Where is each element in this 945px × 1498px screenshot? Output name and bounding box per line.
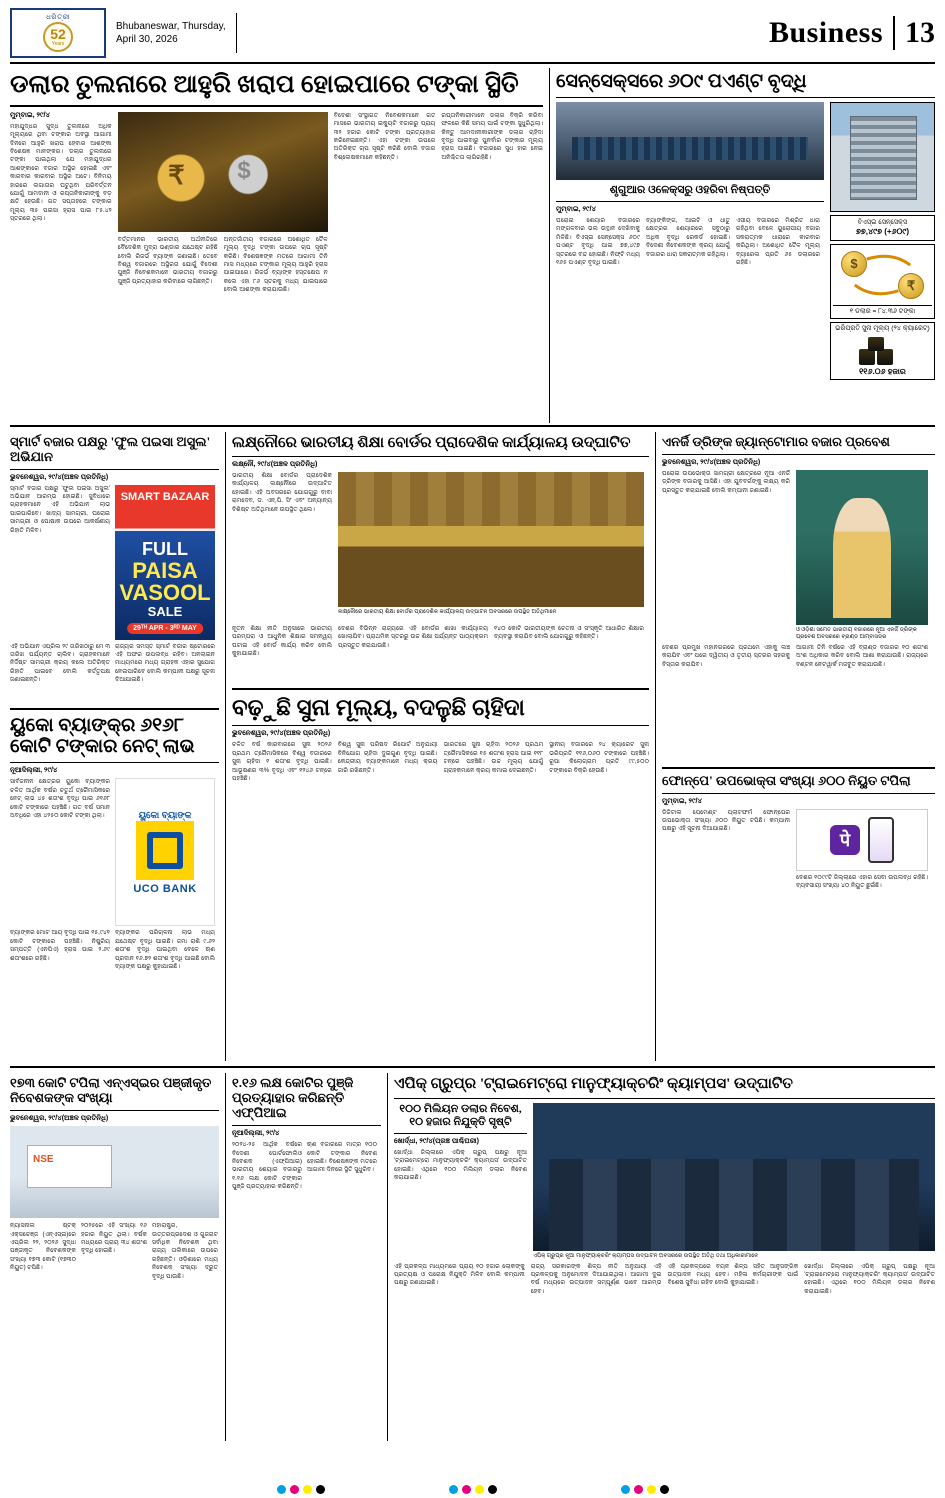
energy-byline: ଭୁବନେଶ୍ୱର, ୨୯/୪(ଅଞ୍ଚଳ ପ୍ରତିନିଧି) xyxy=(662,458,761,466)
smart-bazaar-ad[interactable] xyxy=(115,485,215,640)
phonepe-col-1: ଡିଜିଟାଲ ପେମେଣ୍ଟ ପ୍ଲାଟଫର୍ମ ଫୋନ୍‌ପେର ଉପଭୋକ୍ତା ସଂଖ୍ୟା ୬୦୦ ନିୟୁତ ଟପିଛି। କମ୍ପାନୀ ପକ୍ଷରୁ ଏହି ସୂଚନା ଦିଆଯାଇଛି। xyxy=(662,808,790,833)
smart-bazaar-headline: ସ୍ମାର୍ଟ ବଜାର ପକ୍ଷରୁ 'ଫୁଲ ପଇସା ଅସୁଲ' ଅଭିଯାନ xyxy=(10,433,211,464)
print-registration-ticker xyxy=(0,1485,945,1494)
gold-col-1: ଚଳିତ ବର୍ଷ କାରବାରରେ ସୁନା ୨୦୨୬ ପ୍ରଥମ ତ୍ରୈମାସିକରେ ବିଶ୍ୱ ବଜାରରେ ସୁନା ଚାହିଦା ୧ ଶତାଂଶ ବୃଦ୍ଧି ପାଇଛି। ଆଭୂଷଣର ୩% ବୃଦ୍ଧି ଏବଂ ୧୨୪୬ ଟନ୍‌ରେ ପହଞ୍ଚିଛି। xyxy=(232,741,332,783)
apic-headline: ଏପିକ୍ ଗ୍ରୁପ୍‌ର 'ଟ୍ରାଇମେଟ୍ରୋ ମାନୁଫ୍ୟାକ୍ଚରିଂ କ୍ୟାମ୍ପସ' ଉଦ୍‌ଘାଟିତ xyxy=(394,1076,793,1093)
ticker-dot-cyan xyxy=(277,1485,286,1494)
apic-col-3: ରାଜ୍ୟ ସରକାରଙ୍କ ଶିଳ୍ପ ନୀତି ଅନୁଯାୟୀ ଏହି ପ୍ରକଳ୍ପକୁ ଅନୁମୋଦନ ଦିଆଯାଇଥିଲା। ଆଗାମୀ ଦୁଇ ବର୍ଷ ମଧ୍ୟରେ ଉତ୍ପାଦନ ସମ୍ପୂର୍ଣ୍ଣ ଭାବେ ଆରମ୍ଭ ହେବ। xyxy=(530,1262,662,1295)
lucknow-caption: ଲକ୍ଷ୍ନୌରେ ଭାରତୀୟ ଶିକ୍ଷା ବୋର୍ଡର ପ୍ରାଦେଶିକ କାର୍ଯ୍ୟାଳୟ ଉଦ୍‌ଘାଟନ ଅବସରରେ ଉପସ୍ଥିତ ଅତିଥିମାନେ xyxy=(338,609,557,615)
gold-bars-graphic xyxy=(833,333,932,367)
uco-logo-top: ୟୁକୋ ବ୍ୟାଙ୍କ xyxy=(138,809,192,820)
lead-col-4: ବିଦେଶୀ ସଂସ୍ଥାଗତ ନିବେଶକମାନେ ଗତ ମାସରେ ଭାରତୀୟ ଇକ୍ୟୁଟି ବଜାରରୁ ପ୍ରାୟ ୩୨ ହଜାର କୋଟି ଟଙ୍କା ପ୍ରତ୍ୟାହାର କରିନେଇଛନ୍ତି। ଏହା ଟଙ୍କା ଉପରେ ଅତିରିକ୍ତ ଚାପ ସୃଷ୍ଟି କରିଛି ବୋଲି ବଜାର ବିଶ୍ଲେଷକମାନେ କହିଛନ୍ତି। xyxy=(333,111,436,161)
gold-headline: ବଢ଼ୁଛି ସୁନା ମୂଲ୍ୟ, ବଦଳୁଛି ଚାହିଦା xyxy=(232,695,525,720)
ticker-dot-cyan xyxy=(621,1485,630,1494)
ticker-dot-yellow xyxy=(475,1485,484,1494)
sensex-col-1: ଘରୋଇ ଶେୟାର ବଜାରରେ ମଙ୍ଗଳବାର ଭଲ ଉତ୍ଥାନ ଦେଖିବାକୁ ମିଳିଛି। ବିଏସ୍‌ଇ ସେନ୍‌ସେକ୍ସ ୬୦୯ ପଏଣ୍ଟ ବୃଦ୍ଧି ପାଇ ୭୭,୪୯୭ ସ୍ତରରେ ବନ୍ଦ ହୋଇଛି। ନିଫ୍ଟି ମଧ୍ୟ ୧୬୫ ପଏଣ୍ଟ ବୃଦ୍ଧି ପାଇଛି। xyxy=(556,217,640,267)
lead-col-5: ରପ୍ତାନିକାରୀମାନେ ଡଲାର ବିକ୍ରି କରିବା ଫଳରେ କିଛି ସମୟ ପାଇଁ ଟଙ୍କା ସୁଧୁରିଥିଲା। କିନ୍ତୁ ଆମଦାନୀକାରୀଙ୍କ ଡଲାର ଚାହିଦା ବୃଦ୍ଧି ପାଇବାରୁ ପୁନର୍ବାର ଟଙ୍କାର ମୂଲ୍ୟ ହ୍ରାସ ପାଇଛି। ବଜାରରେ ସୁଧ ହାର ନେଇ ଅନିଶ୍ଚିତତା ଲାଗିରହିଛି। xyxy=(441,111,544,161)
gold-byline: ଭୁବନେଶ୍ୱର, ୨୯/୪(ଅଞ୍ଚଳ ପ୍ରତିନିଧି) xyxy=(232,730,331,738)
nse-col-3: ମହାରାଷ୍ଟ୍ର, ଉତ୍ତରପ୍ରଦେଶ ଓ ଗୁଜରାଟ ସର୍ବାଧିକ ନିବେଶକ ଥିବା ରାଜ୍ୟ ତାଲିକାରେ ଉପରେ ରହିଛନ୍ତି। ଓଡ଼ିଶାରେ ମଧ୍ୟ ନିବେଶକ ସଂଖ୍ୟା ଦ୍ରୁତ ବୃଦ୍ଧି ପାଉଛି। xyxy=(152,1222,218,1280)
uco-col-3: ବ୍ୟାଙ୍କର ପରିଚାଳନା ଲାଭ ମଧ୍ୟ ଯଥେଷ୍ଟ ବୃଦ୍ଧି ପାଇଛି। ଜମା ରାଶି ୯.୬୨ ଶତାଂଶ ବୃଦ୍ଧି ପାଇଥିବା ବେଳେ ଋଣ ପ୍ରଦାନ ୧୬.୭୨ ଶତାଂଶ ବୃଦ୍ଧି ପାଇଛି ବୋଲି ବ୍ୟାଙ୍କ ପକ୍ଷରୁ କୁହାଯାଇଛି। xyxy=(115,929,215,970)
fpi-col-2: ଋଣ ବଜାରରେ ମାତ୍ର ୧୦୦ କୋଟି ଟଙ୍କାର ନିବେଶ ହୋଇଛି। ବିଶେଷଜ୍ଞଙ୍କ ମତରେ ଆଗାମୀ ଦିନରେ ସ୍ଥିତି ସୁଧୁରିବ। xyxy=(307,1141,377,1174)
sensex-col-2: ବ୍ୟାଙ୍କିଙ୍ଗ, ଆଇଟି ଓ ଧାତୁ କ୍ଷେତ୍ରର ଶେୟାରରେ ସବୁଠାରୁ ଅଧିକ ବୃଦ୍ଧି ରେକର୍ଡ ହୋଇଛି। ବିଦେଶୀ ନିବେଶକଙ୍କ କ୍ରୟ ଯୋଗୁଁ ବଜାରର ଧାରା ସକରାତ୍ମକ ରହିଥିଲା। xyxy=(646,217,730,258)
sensex-byline: ମୁମ୍ବାଇ, ୨୯/୪ xyxy=(556,206,596,214)
section-title: Business xyxy=(768,15,883,49)
lead-col-3: ଅନ୍ତର୍ଜାତୀୟ ବଜାରରେ ଅଶୋଧିତ ତୈଳ ମୂଲ୍ୟ ବୃଦ୍ଧି ଟଙ୍କା ଉପରେ ଚାପ ସୃଷ୍ଟି କରିଛି। ବିଶେଷଜ୍ଞଙ୍କ ମତରେ ଆଗାମୀ ତିନି ମାସ ମଧ୍ୟରେ ଟଙ୍କାର ମୂଲ୍ୟ ଆହୁରି ହ୍ରାସ ପାଇପାରେ। ରିଜର୍ଭ ବ୍ୟାଙ୍କ ହସ୍ତକ୍ଷେପ ନ କଲେ ଏହା ୮୬ ସ୍ତରକୁ ମଧ୍ୟ ଯାଇପାରେ ବୋଲି ଆଶଙ୍କା କରାଯାଉଛି। xyxy=(223,235,328,294)
smart-bazaar-byline: ଭୁବନେଶ୍ୱର, ୨୯/୪(ଅଞ୍ଚଳ ପ୍ରତିନିଧି) xyxy=(10,473,109,481)
apic-col-1: ଖୋର୍ଦ୍ଧା ଜିଲ୍ଲାରେ ଏପିକ୍ ଗ୍ରୁପ୍ ପକ୍ଷରୁ ନୂଆ 'ଟ୍ରାଇମେଟ୍ରୋ ମାନୁଫ୍ୟାକ୍ଚରିଂ କ୍ୟାମ୍ପସ' ଉଦ୍‌ଘାଟିତ ହୋଇଛି। ଏଥିରେ ୧୦୦ ମିଲିୟନ ଡଲାର ନିବେଶ କରାଯାଇଛି। xyxy=(394,1148,527,1182)
lead-headline: ଡଲାର ତୁଲନାରେ ଆହୁରି ଖରାପ ହୋଇପାରେ ଟଙ୍କା ସ୍ଥିତି xyxy=(10,71,519,98)
apic-byline: ଖୋର୍ଦ୍ଧା, ୨୯/୪(ପ୍ରଞ୍ଚ ପାଶ୍ଚିଘରୀ) xyxy=(394,1137,479,1145)
energy-story xyxy=(662,435,935,762)
smart-bazaar-col-1: ସ୍ମାର୍ଟ ବଜାର ପକ୍ଷରୁ 'ଫୁଲ ପଇସା ଅସୁଲ' ଅଭିଯାନ ଆରମ୍ଭ ହୋଇଛି। ସୁବିଧାରେ ଗ୍ରାହକମାନେ ଏହି ଅଭିଯାନ ଲାଭ ପାଇପାରିବେ। ଖାଦ୍ୟ ସାମଗ୍ରୀ, ଘରୋଇ ସାମଗ୍ରୀ ଓ ପୋଷାକ ଉପରେ ଆକର୍ଷଣୀୟ ରିହାତି ମିଳିବ। xyxy=(10,484,110,534)
ad-brand: SMART BAZAAR xyxy=(120,490,210,503)
smart-bazaar-story xyxy=(10,435,219,703)
nse-story xyxy=(10,1073,226,1441)
fpi-story xyxy=(226,1073,388,1441)
ticker-dot-magenta xyxy=(462,1485,471,1494)
page-number: 13 xyxy=(893,16,935,50)
phonepe-col-2: ଦେଶର ୧୦୯୯ଟି ଜିଲ୍ଲାରେ ଏହାର ସେବା ଉପଲବ୍ଧ ରହିଛି। ବ୍ୟବସାୟୀ ସଂଖ୍ୟା ୪୦ ନିୟୁତ ଛୁଇଁଛି। xyxy=(796,873,928,890)
brand-ambassador-photo xyxy=(796,470,928,625)
lead-col-2: ବର୍ତ୍ତମାନର ଭାରତୀୟ ଅର୍ଥନୀତିରେ ବୈଦେଶିକ ମୁଦ୍ରା ଭଣ୍ଡାର ଯଥେଷ୍ଟ ରହିଛି ବୋଲି ରିଜର୍ଭ ବ୍ୟାଙ୍କ ଜଣାଇଛି। ତେବେ ବିଶ୍ୱ ବଜାରରେ ଅସ୍ଥିରତା ଯୋଗୁଁ ବିଦେଶୀ ପୁଞ୍ଜି ନିବେଶକମାନେ ଭାରତୀୟ ବଜାରରୁ ପୁଞ୍ଜି ପ୍ରତ୍ୟାହାର କରିବାରେ ଲାଗିଛନ୍ତି। xyxy=(117,235,218,285)
energy-col-1: ଘରୋଇ ଉପଭୋକ୍ତା ସାମଗ୍ରୀ କ୍ଷେତ୍ରରେ ନୂଆ ଏନର୍ଜି ଡ୍ରିଙ୍କ ବଜାରକୁ ଆସିଛି। ଏହା ଯୁବବର୍ଗଙ୍କୁ ଲକ୍ଷ୍ୟ କରି ପ୍ରସ୍ତୁତ କରାଯାଇଛି ବୋଲି କମ୍ପାନୀ ଜଣାଇଛି। xyxy=(662,469,790,494)
ticker-dot-magenta xyxy=(290,1485,299,1494)
phonepe-logo-photo xyxy=(796,809,928,871)
dateline xyxy=(116,13,237,53)
group-photo xyxy=(533,1103,935,1251)
dateline-place: Bhubaneswar, Thursday, xyxy=(116,20,226,32)
ticker-group-center xyxy=(449,1485,497,1494)
dateline-date: April 30, 2026 xyxy=(116,33,178,45)
gold-label: ଭରିପ୍ରତି ସୁନା ମୂଲ୍ୟ (୨୪ କ୍ୟାରେଟ୍) xyxy=(835,324,930,332)
phonepe-icon: पे xyxy=(830,825,860,855)
ad-dates: 29ᵀᴴ APR - 3ᴿᴰ MAY xyxy=(127,623,203,634)
anniversary-years: Years xyxy=(51,40,65,47)
nse-building-photo xyxy=(10,1126,219,1218)
ticker-group-left xyxy=(277,1485,325,1494)
coins-photo xyxy=(118,112,328,232)
lead-byline: ମୁମ୍ବାଇ, ୨୯/୪ xyxy=(10,111,50,119)
ticker-group-right xyxy=(621,1485,669,1494)
ticker-dot-black xyxy=(660,1485,669,1494)
uco-bank-logo xyxy=(115,778,215,926)
apic-col-2: ଏହି ପ୍ରକଳ୍ପ ମାଧ୍ୟମରେ ପ୍ରାୟ ୧୦ ହଜାର ଲୋକଙ୍କୁ ପ୍ରତ୍ୟକ୍ଷ ଓ ପରୋକ୍ଷ ନିଯୁକ୍ତି ମିଳିବ ବୋଲି କମ୍ପାନୀ ପକ୍ଷରୁ ଜଣାଯାଇଛି। xyxy=(394,1262,525,1287)
lucknow-story xyxy=(232,435,649,683)
apic-story xyxy=(388,1073,935,1441)
lead-story xyxy=(10,68,550,423)
lucknow-col-2: ନୂତନ ଶିକ୍ଷା ନୀତି ଅନୁସାରେ ଭାରତୀୟ ପରମ୍ପରା ଓ ଆଧୁନିକ ଶିକ୍ଷାର ସମନ୍ୱୟ ଘଟାଇ ଏହି ବୋର୍ଡ କାର୍ଯ୍ୟ କରିବ ବୋଲି କୁହାଯାଇଛି। xyxy=(232,625,332,658)
apic-col-5: ଖୋର୍ଦ୍ଧା ଜିଲ୍ଲାରେ ଏପିକ୍ ଗ୍ରୁପ୍ ପକ୍ଷରୁ ନୂଆ 'ଟ୍ରାଇମେଟ୍ରୋ ମାନୁଫ୍ୟାକ୍ଚରିଂ କ୍ୟାମ୍ପସ' ଉଦ୍‌ଘାଟିତ ହୋଇଛି। ଏଥିରେ ୧୦୦ ମିଲିୟନ ଡଲାର ନିବେଶ କରାଯାଇଛି। xyxy=(804,1262,935,1295)
ad-line2: PAISA VASOOL xyxy=(119,558,211,606)
masthead xyxy=(10,8,935,64)
gold-story xyxy=(232,695,649,1003)
nse-byline: ଭୁବନେଶ୍ୱର, ୨୯/୪(ଅଞ୍ଚଳ ପ୍ରତିନିଧି) xyxy=(10,1115,109,1123)
ticker-dot-black xyxy=(316,1485,325,1494)
publication-logo xyxy=(10,8,106,58)
lucknow-col-3: ଦେଶର ବିଭିନ୍ନ ରାଜ୍ୟରେ ଏହି ବୋର୍ଡର ଶାଖା କାର୍ଯ୍ୟାଳୟ ଖୋଲାଯିବ। ପ୍ରାଥମିକ ସ୍ତରରୁ ଉଚ୍ଚ ଶିକ୍ଷା ପର୍ଯ୍ୟନ୍ତ ପାଠ୍ୟକ୍ରମ ପ୍ରସ୍ତୁତ କରାଯାଉଛି। xyxy=(338,625,488,649)
energy-col-2: ଦେଶର ପ୍ରମୁଖ ମହାନଗରରେ ପ୍ରଥମେ ଏହାକୁ ଲଞ୍ଚ କରାଯିବ ଏବଂ ପରେ ଦ୍ୱିତୀୟ ଓ ତୃତୀୟ ସ୍ତରର ସହରକୁ ବିସ୍ତାର କରାଯିବ। xyxy=(662,643,790,668)
sensex-story xyxy=(550,68,935,423)
ticker-dot-yellow xyxy=(303,1485,312,1494)
nse-headline: ୧୭୩ କୋଟି ଟପିଲା ଏନ୍‌ଏସ୍‌ଇର ପଞ୍ଜୀକୃତ ନିବେଶକଙ୍କ ସଂଖ୍ୟା xyxy=(10,1075,212,1106)
lucknow-headline: ଲକ୍ଷ୍ନୌରେ ଭାରତୀୟ ଶିକ୍ଷା ବୋର୍ଡର ପ୍ରାଦେଶିକ କାର୍ଯ୍ୟାଳୟ ଉଦ୍‌ଘାଟିତ xyxy=(232,434,631,451)
gold-col-2: ବିଶ୍ୱ ସୁନା ପରିଷଦ ରିପୋର୍ଟ ଅନୁଯାୟୀ ବିନିଯୋଗ ଚାହିଦା ଦୁଇଗୁଣ ବୃଦ୍ଧି ପାଇଛି। କେନ୍ଦ୍ରୀୟ ବ୍ୟାଙ୍କମାନେ ମଧ୍ୟ କ୍ରୟ ଜାରି ରଖିଛନ୍ତି। xyxy=(337,741,438,774)
currency-exchange-graphic: $ ₹ xyxy=(833,247,932,303)
ticker-dot-magenta xyxy=(634,1485,643,1494)
gold-col-4: ସ୍ଥାନୀୟ ବଜାରରେ ୨୪ କ୍ୟାରେଟ ସୁନା ଭରିପ୍ରତି ୧୧୬,୦୬୦ ଟଙ୍କାରେ ପହଞ୍ଚିଛି। ରୂପା କିଲୋଗ୍ରାମ ପ୍ରତି ୯୯,୫୦୦ ଟଙ୍କାରେ ବିକ୍ରି ହେଉଛି। xyxy=(549,741,649,774)
trading-floor-photo xyxy=(556,102,824,180)
anniversary-number: 52 xyxy=(50,25,66,42)
fpi-headline: ୧.୧୬ ଲକ୍ଷ କୋଟିର ପୁଞ୍ଜି ପ୍ରତ୍ୟାହାର କରିଛନ୍ତି ଏଫ୍‌ପିଆଇ xyxy=(232,1075,354,1121)
lucknow-col-4: ୧୪୦ କୋଟି ଭାରତୀୟଙ୍କ ଚେତନା ଓ ସଂସ୍କୃତି ଆଧାରିତ ଶିକ୍ଷାର ବ୍ୟବସ୍ଥା କରାଯିବ ବୋଲି ଯୋଗଗୁରୁ କହିଛନ୍ତି। xyxy=(494,625,644,641)
lucknow-byline: ଲକ୍ଷ୍ନୌ, ୨୯/୪(ଅଞ୍ଚଳ ପ୍ରତିନିଧି) xyxy=(232,461,318,468)
phone-device-icon xyxy=(868,817,894,863)
energy-col-3: ଆଗାମୀ ତିନି ବର୍ଷରେ ଏହି ବ୍ରାଣ୍ଡ ବଜାରର ୧୦ ଶତାଂଶ ଅଂଶ ଅଧିକାର କରିବ ବୋଲି ଆଶା କରାଯାଉଛି। ରାଜ୍ୟରେ ବଣ୍ଟନ ନେଟୱାର୍କ ମଜବୁତ କରାଯାଉଛି। xyxy=(796,643,928,668)
ticker-dot-yellow xyxy=(647,1485,656,1494)
phonepe-byline: ମୁମ୍ବାଇ, ୨୯/୪ xyxy=(662,797,702,805)
uco-logo-name: UCO BANK xyxy=(133,882,197,895)
smart-bazaar-col-3: ରାଜ୍ୟର ସମସ୍ତ ସ୍ମାର୍ଟ ବଜାର ଷ୍ଟୋରରେ ଏହି ଅଫର ଉପଲବ୍ଧ ରହିବ। ଅନଲାଇନ ମାଧ୍ୟମରେ ମଧ୍ୟ ଗ୍ରାହକ ଏହାର ସୁଯୋଗ ନେଇପାରିବେ ବୋଲି କମ୍ପାନୀ ପକ୍ଷରୁ ସୂଚନା ଦିଆଯାଇଛି। xyxy=(115,642,215,684)
ticker-dot-cyan xyxy=(449,1485,458,1494)
logo-title: ଧରିତ୍ରୀ xyxy=(46,13,70,21)
nse-col-1: ନ୍ୟାସନାଲ ଷ୍ଟକ୍ ଏକ୍ସଚେଞ୍ଜ (ଏନ୍‌ଏସ୍‌ଇ)ରେ ଏପ୍ରିଲ ୨୨, ୨୦୨୬ ସୁଦ୍ଧା ପଞ୍ଜୀକୃତ ନିବେଶକଙ୍କ ସଂଖ୍ୟା ୧୭୩ କୋଟି (୧୭୩୦ ନିୟୁତ) ଟପିଛି। xyxy=(10,1222,76,1272)
energy-headline: ଏନର୍ଜି ଡ୍ରିଙ୍କ ଜ୍ୟାନ୍‌ଟୋମାର ବଜାର ପ୍ରବେଶ xyxy=(662,433,890,449)
sensex-col-3: ଏସୀୟ ବଜାରରେ ମିଶ୍ରିତ ଧାରା ରହିଥିବା ବେଳେ ୟୁରୋପୀୟ ବଜାର ସକରାତ୍ମକ ଧାରାରେ କାରବାର କରିଥିଲା। ଅଶୋଧିତ ତୈଳ ମୂଲ୍ୟ ବ୍ୟାରେଲ ପ୍ରତି ୬୫ ଡଲାରରେ ରହିଛି। xyxy=(736,217,820,267)
apic-caption: ଏପିକ୍ ଗ୍ରୁପ୍‌ର ନୂଆ ମାନୁଫ୍ୟାକ୍ଚରିଂ କ୍ୟାମ୍ପସ ଉଦ୍‌ଘାଟନ ଅବସରରେ ଉପସ୍ଥିତ ଅତିଥି ତଥା ଅଧିକାରୀମାନେ xyxy=(533,1252,759,1259)
ticker-dot-black xyxy=(488,1485,497,1494)
ad-line3: SALE xyxy=(147,604,183,620)
sensex-subhead: ଶୃଗୁଆର ଓଳେକ୍ସରୁ ଓହରିବା ନିଷ୍ପତ୍ତି xyxy=(609,183,771,196)
lead-col-1: ମହାଯୁଦ୍ଧର ସୁଦ୍ଧ ତୁଲନାରେ ଅଧିକ ମୂଲ୍ୟରେ ଥିବା ଟଙ୍କାର ଅବସ୍ଥା ଆଗାମୀ ଦିନରେ ଆହୁରି ଖରାପ ହେବାର ଆଶଙ୍କା ବିଶେଷଜ୍ଞ ମାନଙ୍କର। ଡଲାର ତୁଲନାରେ ଟଙ୍କା ପାଇଥିଲା ଯେ ମହାଯୁଦ୍ଧର ଆଶଙ୍କାରେ ବଜାର ଅସ୍ଥିର ହୋଇଛି ଏବଂ କାରବାର କାରବାର ଅସ୍ଥିର ଅଟେ। ବିନିମୟ ହାରରେ ଲଗାତାର ଘଟୁଥିବା ପରିବର୍ତ୍ତନ ଯୋଗୁଁ ଆମଦାନୀ ଓ ରପ୍ତାନିକାରୀଙ୍କୁ ବଡ଼ କ୍ଷତି ହେଉଛି। ଗତ ସପ୍ତାହରେ ଟଙ୍କାର ମୂଲ୍ୟ ୩୫ ପଇସା ହ୍ରାସ ପାଇ ୮୫.୪୨ ସ୍ତରରେ ଥିଲା। xyxy=(10,122,112,223)
uco-col-1: ସାର୍ବଜନୀନ କ୍ଷେତ୍ରର ୟୁକୋ ବ୍ୟାଙ୍କର ଚଳିତ ଆର୍ଥିକ ବର୍ଷର ଚତୁର୍ଥ ତ୍ରୈମାସିକରେ ନେଟ୍ ଲାଭ ୪୫ ଶତାଂଶ ବୃଦ୍ଧି ପାଇ ୬୧୬୮ କୋଟି ଟଙ୍କାରେ ପହଞ୍ଚିଛି। ଗତ ବର୍ଷ ସମାନ ଅବଧିରେ ଏହା ୪୨୫୦ କୋଟି ଟଙ୍କା ଥିଲା। xyxy=(10,778,110,819)
apic-subhead: ୧୦୦ ମିଲିୟନ ଡଲାର ନିବେଶ, ୧୦ ହଜାର ନିଯୁକ୍ତି ସୃଷ୍ଟି xyxy=(399,1102,522,1128)
anniversary-badge xyxy=(43,22,73,52)
lucknow-col-1: ଭାରତୀୟ ଶିକ୍ଷା ବୋର୍ଡର ପ୍ରାଦେଶିକ କାର୍ଯ୍ୟାଳୟ ଲକ୍ଷ୍ନୌରେ ଉଦ୍‌ଘାଟିତ ହୋଇଛି। ଏହି ଅବସରରେ ଯୋଗଗୁରୁ ବାବା ରାମଦେବ, ଡ. ଏନ୍‌.ପି. ସିଂ ଏବଂ ଅନ୍ୟାନ୍ୟ ବିଶିଷ୍ଟ ଅତିଥିମାନେ ଉପସ୍ଥିତ ଥିଲେ। xyxy=(232,472,332,513)
fpi-col-1: ୨୦୨୪-୨୫ ଆର୍ଥିକ ବର୍ଷରେ ବିଦେଶୀ ପୋର୍ଟଫୋଲିଓ ନିବେଶକ (ଏଫ୍‌ପିଆଇ) ଭାରତୀୟ ଶେୟାର ବଜାରରୁ ୧.୧୬ ଲକ୍ଷ କୋଟି ଟଙ୍କାର ପୁଞ୍ଜି ପ୍ରତ୍ୟାହାର କରିଛନ୍ତି। xyxy=(232,1141,302,1191)
nse-col-2: ୨୦୨୫ରେ ଏହି ସଂଖ୍ୟା ୧୬ ହଜାର ନିୟୁତ ଥିଲା। ବର୍ଷକ ମଧ୍ୟରେ ପ୍ରାୟ ୩୪ ଶତାଂଶ ବୃଦ୍ଧି ହୋଇଛି। xyxy=(81,1222,147,1255)
ad-line1: FULL xyxy=(142,539,188,560)
sensex-label: ବିଏସ୍‌ଇ ସେନ୍‌ସେକ୍ସ xyxy=(857,218,908,226)
energy-caption: ଓ ଓଡ଼ିଶା ସମେତ ଭାରତୀୟ ବଜାରରେ ନୂଆ ଏନର୍ଜି ଡ୍ରିଙ୍କ ପ୍ରବେଶ ଅବସରରେ ବ୍ରାଣ୍ଡ ଆମ୍ବାସଡର xyxy=(796,626,917,640)
bse-building-photo xyxy=(830,102,935,212)
gold-value: ୧୧୬.୦୬ ହଜାର xyxy=(859,366,906,376)
uco-col-2: ବ୍ୟାଙ୍କର ମୋଟ ଆୟ ବୃଦ୍ଧି ପାଇ ୧୫,୯୪୧ କୋଟି ଟଙ୍କାରେ ପହଞ୍ଚିଛି। ନିଷ୍କ୍ରିୟ ସମ୍ପତ୍ତି (ଏନପିଏ) ହ୍ରାସ ପାଇ ୨.୬୯ ଶତାଂଶରେ ରହିଛି। xyxy=(10,929,110,962)
uco-byline: ନୂଆଦିଲ୍ଲୀ, ୨୯/୪ xyxy=(10,767,58,775)
apic-col-4: ଏହି ପ୍ରକଳ୍ପରେ ବୟନ ଶିଳ୍ପ ସହିତ ଆନୁସଙ୍ଗିକ ଉତ୍ପାଦନ ମଧ୍ୟ ହେବ। ମହିଳା କର୍ମଚାରୀଙ୍କ ପାଇଁ ବିଶେଷ ସୁବିଧା ରହିବ ବୋଲି କୁହାଯାଇଛି। xyxy=(667,1262,799,1287)
smart-bazaar-col-2: ଏହି ଅଭିଯାନ ଏପ୍ରିଲ ୨୯ ତାରିଖଠାରୁ ମେ ୩ ତାରିଖ ପର୍ଯ୍ୟନ୍ତ ଚାଲିବ। ଗ୍ରାହକମାନେ ନିର୍ଦ୍ଦିଷ୍ଟ ସାମଗ୍ରୀ କ୍ରୟ କଲେ ଅତିରିକ୍ତ ରିହାତି ପାଇବେ ବୋଲି କର୍ତ୍ତୃପକ୍ଷ ଜଣାଇଛନ୍ତି। xyxy=(10,642,110,684)
phonepe-story xyxy=(662,774,935,927)
fx-rate: ୧ ଡଲାର = ୮୪.୩୬ ଟଙ୍କା xyxy=(833,305,932,316)
uco-headline: ୟୁକୋ ବ୍ୟାଙ୍କ୍‌ର ୬୧୬୮ କୋଟି ଟଙ୍କାର ନେଟ୍ ଲାଭ xyxy=(10,714,195,758)
uco-story xyxy=(10,715,219,1062)
market-data-box xyxy=(830,102,935,417)
phonepe-headline: ଫୋନ୍‌ପେ' ଉପଭୋକ୍ତା ସଂଖ୍ୟା ୬୦୦ ନିୟୁତ ଟପିଲା xyxy=(662,772,911,788)
sensex-value: ୭୭,୪୯୭ (+୬୦୯) xyxy=(855,226,910,236)
sensex-headline: ସେନ୍‌ସେକ୍ସରେ ୬୦୯ ପଏଣ୍ଟ ବୃଦ୍ଧି xyxy=(556,71,807,92)
inauguration-photo xyxy=(338,472,644,607)
gold-col-3: ଭାରତରେ ସୁନା ଚାହିଦା ୨୦୨୬ ପ୍ରଥମ ତ୍ରୈମାସିକରେ ୧୫ ଶତାଂଶ ହ୍ରାସ ପାଇ ୧୧୮ ଟନ୍‌ରେ ପହଞ୍ଚିଛି। ଉଚ୍ଚ ମୂଲ୍ୟ ଯୋଗୁଁ ଗ୍ରାହକମାନେ କ୍ରୟ କମାଇ ଦେଇଛନ୍ତି। xyxy=(443,741,544,774)
fpi-byline: ନୂଆଦିଲ୍ଲୀ, ୨୯/୪ xyxy=(232,1130,280,1138)
